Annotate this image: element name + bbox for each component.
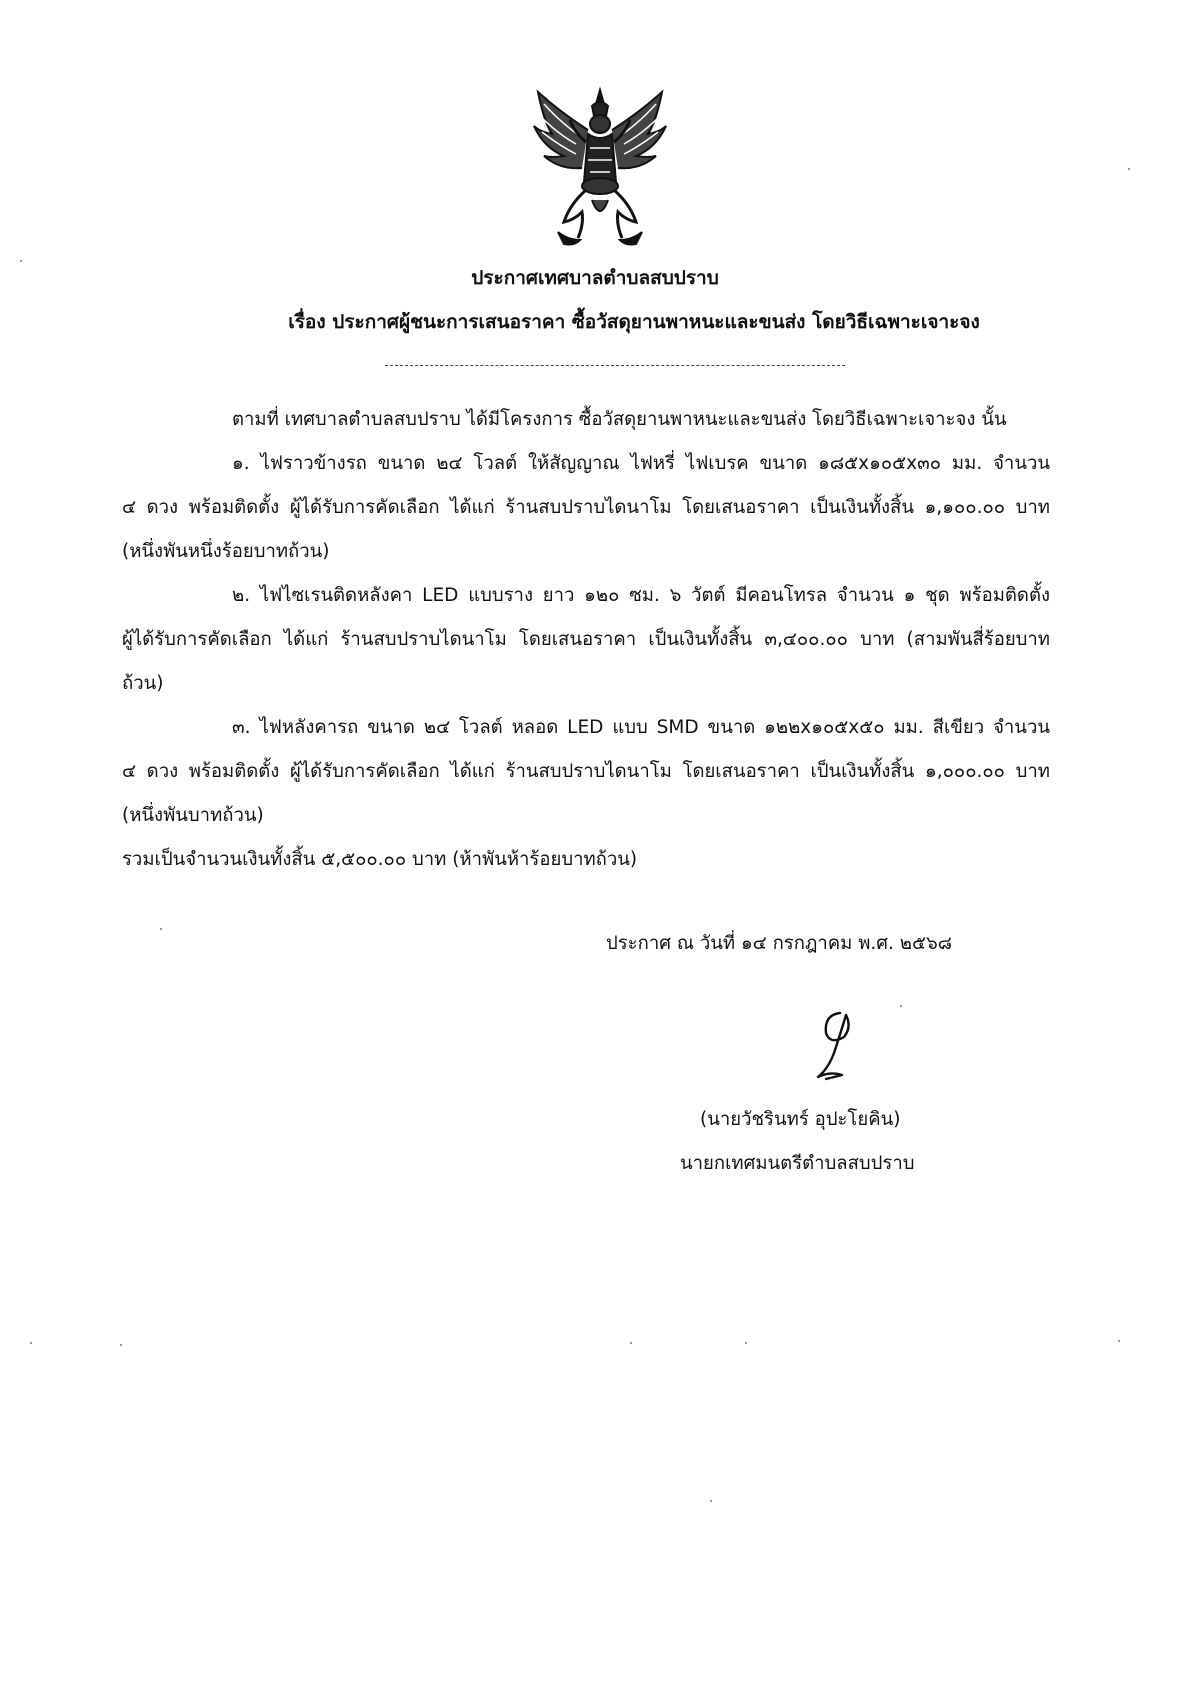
item-2-line-2: ผู้ได้รับการคัดเลือก ได้แก่ ร้านสบปราบไดนาโม โดยเสนอราคา เป็นเงินทั้งสิ้น ๓,๔๐๐.๐๐ บาท (สามพันสี่ร้อยบาท <box>122 629 1050 650</box>
item-2-line-1: ๒. ไฟไซเรนติดหลังคา LED แบบราง ยาว ๑๒๐ ซม. ๖ วัตต์ มีคอนโทรล จำนวน ๑ ชุด พร้อมติดตั้ง <box>232 585 1050 606</box>
announcement-title: ประกาศเทศบาลตำบลสบปราบ <box>471 267 719 289</box>
grand-total: รวมเป็นจำนวนเงินทั้งสิ้น ๕,๕๐๐.๐๐ บาท (ห้าพันห้าร้อยบาทถ้วน) <box>122 849 638 870</box>
scan-speck <box>1128 168 1130 170</box>
announcement-date: ประกาศ ณ วันที่ ๑๔ กรกฎาคม พ.ศ. ๒๕๖๘ <box>606 933 952 954</box>
scan-speck <box>120 1344 122 1346</box>
signer-name: (นายวัชรินทร์ อุปะโยคิน) <box>700 1109 901 1130</box>
item-3-line-2: ๔ ดวง พร้อมติดตั้ง ผู้ได้รับการคัดเลือก ได้แก่ ร้านสบปราบไดนาโม โดยเสนอราคา เป็นเงินทั้งสิ้น ๑,๐๐๐.๐๐ บาท <box>122 761 1050 782</box>
item-1-line-3: (หนึ่งพันหนึ่งร้อยบาทถ้วน) <box>122 541 330 562</box>
scan-speck <box>20 260 22 262</box>
intro-paragraph: ตามที่ เทศบาลตำบลสบปราบ ได้มีโครงการ ซื้อวัสดุยานพาหนะและขนส่ง โดยวิธีเฉพาะเจาะจง นั้น <box>232 409 1007 430</box>
scan-speck <box>160 928 162 930</box>
scan-speck <box>745 1342 747 1344</box>
item-1-line-1: ๑. ไฟราวข้างรถ ขนาด ๒๔ โวลต์ ให้สัญญาณ ไฟหรี่ ไฟเบรค ขนาด ๑๘๕x๑๐๕x๓๐ มม. จำนวน <box>232 453 1050 474</box>
handwritten-signature-icon <box>800 1005 870 1085</box>
item-3-line-3: (หนึ่งพันบาทถ้วน) <box>122 805 264 826</box>
item-2-line-3: ถ้วน) <box>122 673 164 694</box>
scan-speck <box>30 1342 32 1344</box>
scan-speck <box>1118 1340 1120 1342</box>
garuda-emblem-icon <box>530 82 670 250</box>
signer-title: นายกเทศมนตรีตำบลสบปราบ <box>680 1153 915 1174</box>
scan-speck <box>630 1342 632 1344</box>
announcement-subject: เรื่อง ประกาศผู้ชนะการเสนอราคา ซื้อวัสดุยานพาหนะและขนส่ง โดยวิธีเฉพาะเจาะจง <box>288 311 980 333</box>
scan-speck <box>900 1005 902 1007</box>
item-3-line-1: ๓. ไฟหลังคารถ ขนาด ๒๔ โวลต์ หลอด LED แบบ SMD ขนาด ๑๒๒x๑๐๕x๕๐ มม. สีเขียว จำนวน <box>232 717 1050 738</box>
separator-line <box>385 365 845 366</box>
scan-speck <box>710 1500 712 1502</box>
item-1-line-2: ๔ ดวง พร้อมติดตั้ง ผู้ได้รับการคัดเลือก ได้แก่ ร้านสบปราบไดนาโม โดยเสนอราคา เป็นเงินทั้งสิ้น ๑,๑๐๐.๐๐ บาท <box>122 497 1050 518</box>
